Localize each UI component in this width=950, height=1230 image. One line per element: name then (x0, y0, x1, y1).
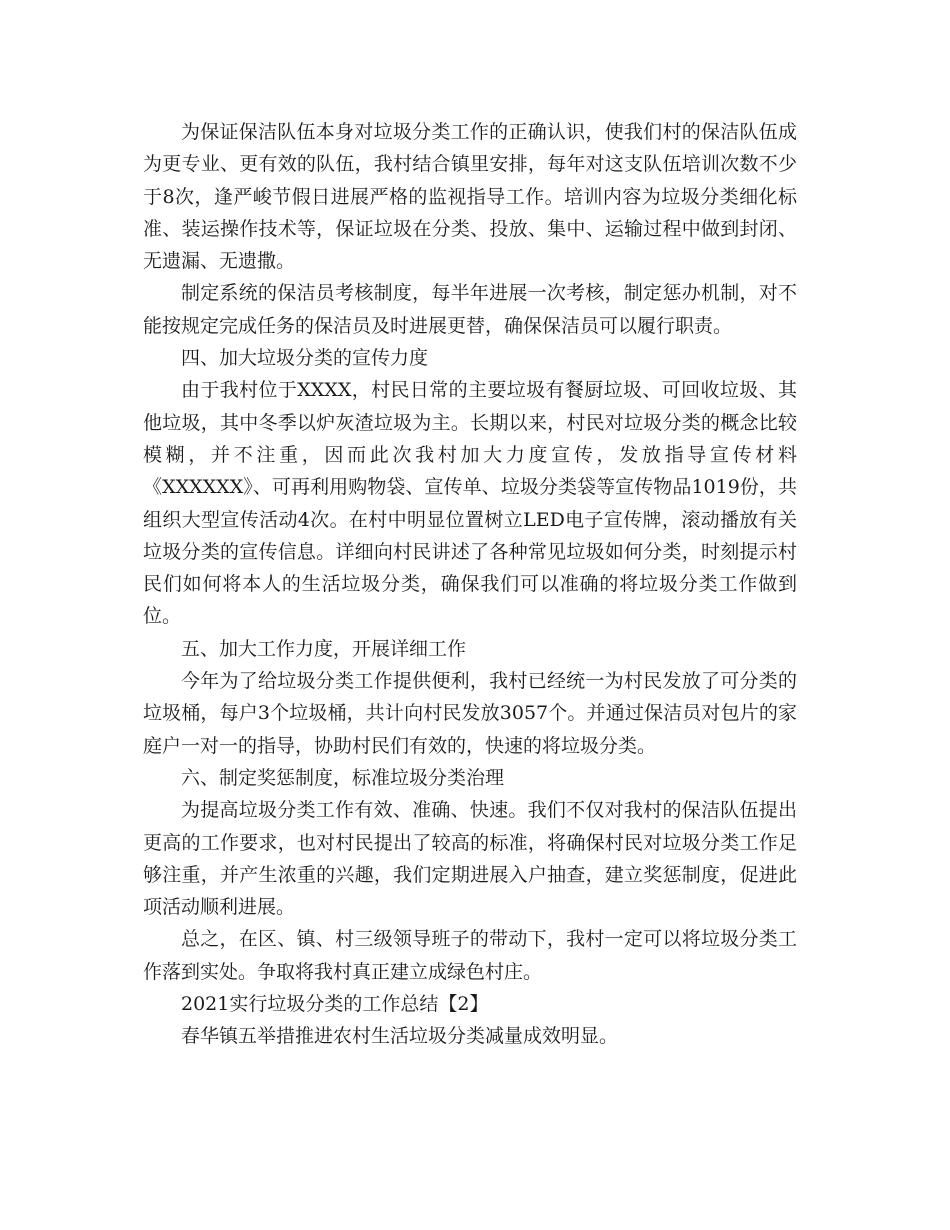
paragraph-cleaning-team-training: 为保证保洁队伍本身对垃圾分类工作的正确认识，使我们村的保洁队伍成为更专业、更有效的队伍，我村结合镇里安排，每年对这支队伍培训次数不少于8次，逢严峻节假日进展严格的监视指导工作。培训内容为垃圾分类细化标准、装运操作技术等，保证垃圾在分类、投放、集中、运输过程中做到封闭、无遗漏、无遗撒。 (143, 121, 797, 273)
paragraph-chunhua-summary: 春华镇五举措推进农村生活垃圾分类减量成效明显。 (181, 1025, 619, 1048)
section-heading-publicity: 四、加大垃圾分类的宣传力度 (181, 347, 429, 370)
paragraph-publicity-details: 由于我村位于XXXX，村民日常的主要垃圾有餐厨垃圾、可回收垃圾、其他垃圾，其中冬季以炉灰渣垃圾为主。长期以来，村民对垃圾分类的概念比较模糊，并不注重，因而此次我村加大力度宣传，发放指导宣传材料《XXXXXX》、可再利用购物袋、宣传单、垃圾分类袋等宣传物品1019份，共组织大型宣传活动4次。在村中明显位置树立LED电子宣传牌，滚动播放有关垃圾分类的宣传信息。详细向村民讲述了各种常见垃圾如何分类，时刻提示村民们如何将本人的生活垃圾分类，确保我们可以准确的将垃圾分类工作做到位。 (143, 379, 797, 628)
section-heading-rewards-penalties: 六、制定奖惩制度，标准垃圾分类治理 (181, 766, 505, 789)
document-title-part-2: 2021实行垃圾分类的工作总结【2】 (181, 993, 489, 1016)
paragraph-work-requirements: 为提高垃圾分类工作有效、准确、快速。我们不仅对我村的保洁队伍提出更高的工作要求，也对村民提出了较高的标准，将确保村民对垃圾分类工作足够注重，并产生浓重的兴趣，我们定期进展入户抽查，建立奖惩制度，促进此项活动顺利进展。 (143, 799, 797, 919)
paragraph-conclusion: 总之，在区、镇、村三级领导班子的带动下，我村一定可以将垃圾分类工作落到实处。争取将我村真正建立成绿色村庄。 (143, 928, 797, 983)
paragraph-bin-distribution: 今年为了给垃圾分类工作提供便利，我村已经统一为村民发放了可分类的垃圾桶，每户3个垃圾桶，共计向村民发放3057个。并通过保洁员对包片的家庭户一对一的指导，协助村民们有效的，快速的将垃圾分类。 (143, 670, 797, 757)
section-heading-work-intensity: 五、加大工作力度，开展详细工作 (181, 637, 467, 660)
paragraph-assessment-system: 制定系统的保洁员考核制度，每半年进展一次考核，制定惩办机制，对不能按规定完成任务的保洁员及时进展更替，确保保洁员可以履行职责。 (143, 282, 797, 337)
document-body (143, 116, 797, 1053)
